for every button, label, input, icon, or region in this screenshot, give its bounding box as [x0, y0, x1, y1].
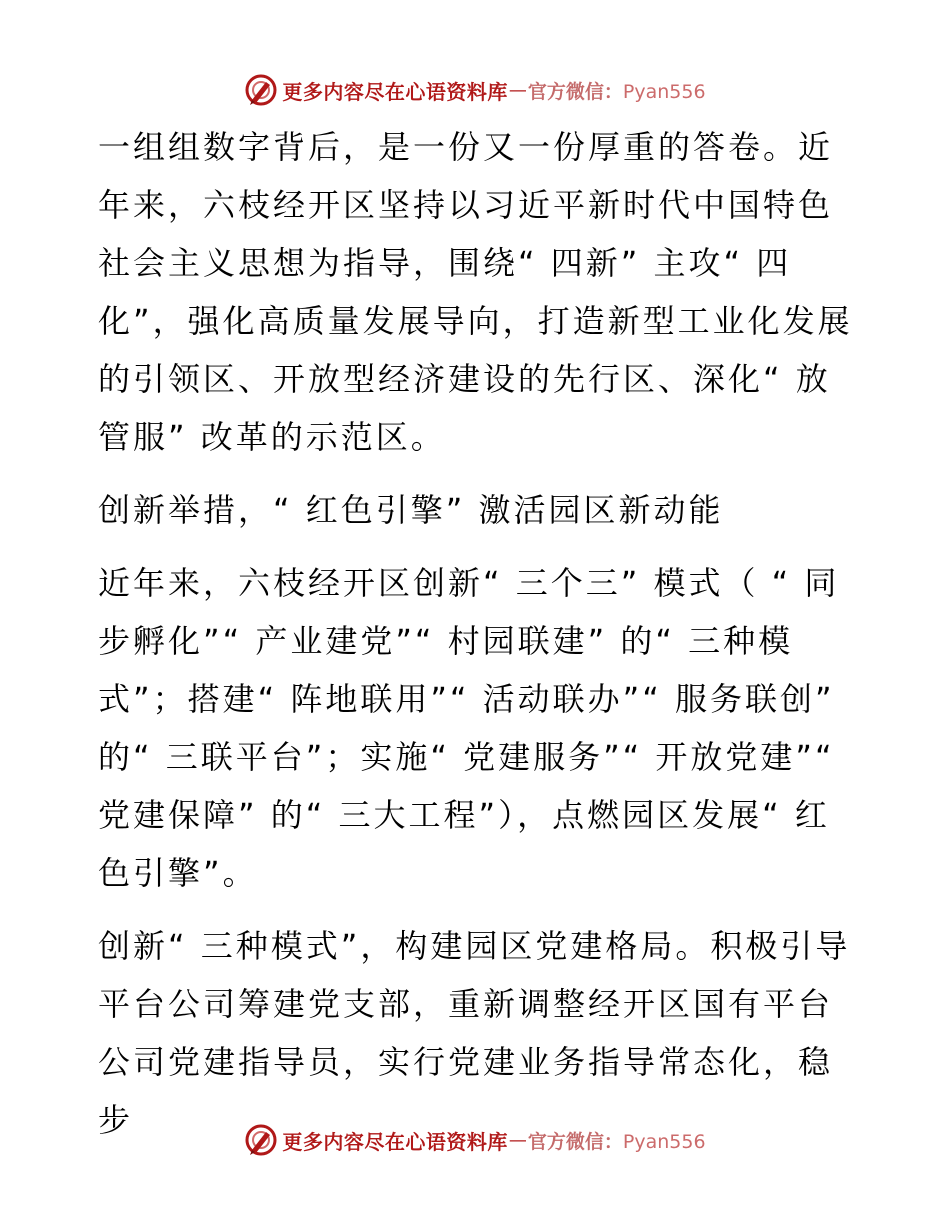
banner-text: 更多内容尽在心语资料库 — [282, 79, 508, 104]
header-banner — [0, 70, 950, 110]
document-body — [98, 118, 858, 1164]
wechat-label: 官方微信：Pyan556 — [527, 80, 706, 103]
section-heading: 创新举措，“ 红色引擎” 激活园区新动能 — [98, 491, 724, 529]
pen-emblem-icon — [244, 1123, 278, 1157]
paragraph-1: 一组组数字背后，是一份又一份厚重的答卷。近年来，六枝经开区坚持以习近平新时代中国特色社会主义思想为指导，围绕“ 四新” 主攻“ 四化”，强化高质量发展导向，打造新型工业化发展的引领区、开放型经济建设的先行区、深化“ 放管服” 改革的示范区。 — [98, 128, 853, 456]
paragraph-2: 近年来，六枝经开区创新“ 三个三” 模式（ “ 同步孵化”“ 产业建党”“ 村园联建” 的“ 三种模式”；搭建“ 阵地联用”“ 活动联办”“ 服务联创” 的“ 三联平台”；实施“ 党建服务”“ 开放党建”“ 党建保障” 的“ 三大工程”），点燃园区发展“ 红色引擎”。 — [98, 564, 840, 892]
wechat-label: 官方微信：Pyan556 — [527, 1130, 706, 1153]
banner-text: 更多内容尽在心语资料库 — [282, 1129, 508, 1154]
paragraph-3: 创新“ 三种模式”，构建园区党建格局。积极引导平台公司筹建党支部，重新调整经开区国有平台公司党建指导员，实行党建业务指导常态化，稳步 — [98, 927, 851, 1139]
wechat-id: Pyan556 — [622, 80, 706, 103]
pen-emblem-icon — [244, 73, 278, 107]
banner-separator: — — [508, 79, 527, 101]
banner-separator: — — [508, 1129, 527, 1151]
footer-banner — [0, 1120, 950, 1160]
wechat-id: Pyan556 — [622, 1130, 706, 1153]
